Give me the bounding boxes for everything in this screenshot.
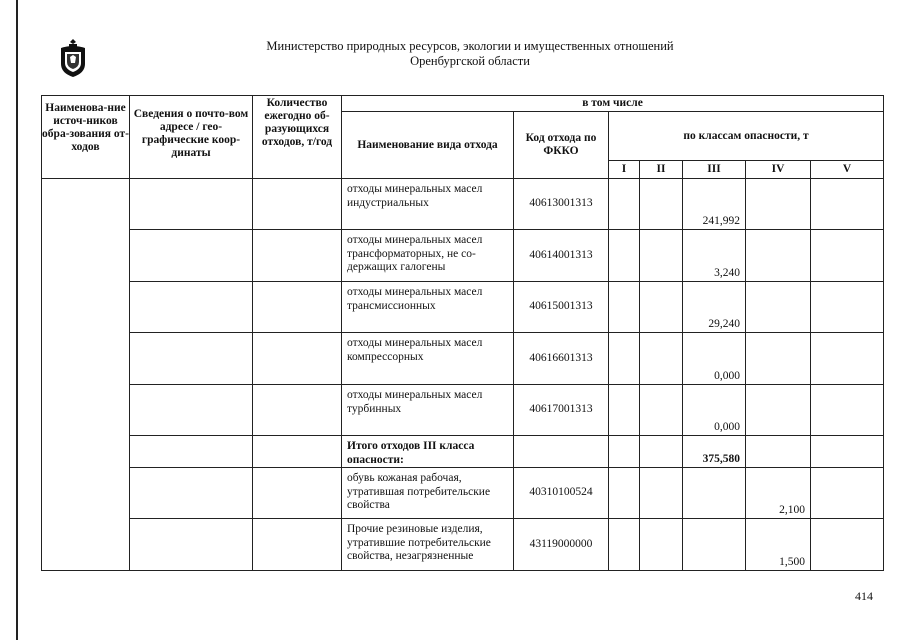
address-cell [130,436,253,468]
waste-name-cell: отходы минеральных масел компрессорных [342,333,514,385]
header-line-1: Министерство природных ресурсов, экологии и имущественных отношений [266,39,674,53]
class-2-cell [640,436,683,468]
class-2-cell [640,333,683,385]
class-5-cell [811,333,884,385]
class-3-cell [683,468,746,519]
class-1-cell [609,230,640,282]
waste-code-cell: 40615001313 [514,282,609,333]
address-cell [130,230,253,282]
source-name-cell [42,179,130,571]
waste-name-cell: отходы минеральных масел трансформаторных, не со-держащих галогены [342,230,514,282]
class-3-cell [683,519,746,571]
waste-name-cell: отходы минеральных масел индустриальных [342,179,514,230]
class-3-cell: 29,240 [683,282,746,333]
class-1-cell [609,385,640,436]
header-source-name: Наименова-ние источ-ников обра-зования от-ходов [42,96,130,179]
class-3-cell: 3,240 [683,230,746,282]
header-address: Сведения о почто-вом адресе / гео-графические коор-динаты [130,96,253,179]
class-1-cell [609,436,640,468]
waste-code-cell: 40617001313 [514,385,609,436]
table-row [42,385,884,436]
class-1-cell [609,179,640,230]
class-4-cell [746,333,811,385]
class-4-cell [746,179,811,230]
waste-code-cell: 40614001313 [514,230,609,282]
waste-name-cell: отходы минеральных масел турбинных [342,385,514,436]
waste-name-cell: обувь кожаная рабочая, утратившая потребительские свойства [342,468,514,519]
class-2-cell [640,179,683,230]
quantity-cell [253,230,342,282]
header-waste-name: Наименование вида отхода [342,112,514,179]
class-2-cell [640,385,683,436]
waste-table [41,95,884,571]
waste-name-cell: Прочие резиновые изделия, утратившие потребительские свойства, незагрязненные [342,519,514,571]
quantity-cell [253,468,342,519]
table-row [42,333,884,385]
class-2-cell [640,468,683,519]
waste-code-cell [514,436,609,468]
orenburg-coat-of-arms-icon [58,38,88,78]
address-cell [130,179,253,230]
class-3-cell: 0,000 [683,385,746,436]
class-4-cell: 1,500 [746,519,811,571]
class-2-cell [640,282,683,333]
class-1-cell [609,282,640,333]
table-row-total [42,436,884,468]
header-class-4: IV [746,161,811,179]
waste-code-cell: 40613001313 [514,179,609,230]
header-including: в том числе [342,96,884,112]
header-line-2: Оренбургской области [410,54,530,68]
header-quantity: Количество ежегодно об-разующихся отходов, т/год [253,96,342,179]
quantity-cell [253,436,342,468]
class-4-cell [746,282,811,333]
class-4-cell [746,385,811,436]
class-3-cell: 241,992 [683,179,746,230]
class-5-cell [811,519,884,571]
class-4-cell: 2,100 [746,468,811,519]
waste-code-cell: 43119000000 [514,519,609,571]
header-class-1: I [609,161,640,179]
quantity-cell [253,385,342,436]
class-5-cell [811,230,884,282]
class-5-cell [811,385,884,436]
header-classes: по классам опасности, т [609,112,884,161]
header-class-5: V [811,161,884,179]
class-1-cell [609,468,640,519]
class-3-cell: 0,000 [683,333,746,385]
quantity-cell [253,333,342,385]
waste-code-cell: 40310100524 [514,468,609,519]
address-cell [130,385,253,436]
class-1-cell [609,519,640,571]
table-row [42,282,884,333]
class-4-cell [746,436,811,468]
header-class-2: II [640,161,683,179]
waste-code-cell: 40616601313 [514,333,609,385]
class-4-cell [746,230,811,282]
table-row [42,519,884,571]
class-5-cell [811,179,884,230]
scan-edge-line [16,0,18,640]
ministry-header [190,39,750,69]
class-5-cell [811,468,884,519]
table-row [42,179,884,230]
total-label-cell: Итого отходов III класса опасности: [342,436,514,468]
table-row [42,230,884,282]
table-row [42,468,884,519]
class-1-cell [609,333,640,385]
class-5-cell [811,436,884,468]
header-class-3: III [683,161,746,179]
header-code: Код отхода по ФККО [514,112,609,179]
waste-name-cell: отходы минеральных масел трансмиссионных [342,282,514,333]
address-cell [130,333,253,385]
quantity-cell [253,282,342,333]
quantity-cell [253,519,342,571]
page-number: 414 [855,589,873,603]
address-cell [130,468,253,519]
total-class-3-cell: 375,580 [683,436,746,468]
address-cell [130,519,253,571]
quantity-cell [253,179,342,230]
class-2-cell [640,519,683,571]
address-cell [130,282,253,333]
class-5-cell [811,282,884,333]
class-2-cell [640,230,683,282]
